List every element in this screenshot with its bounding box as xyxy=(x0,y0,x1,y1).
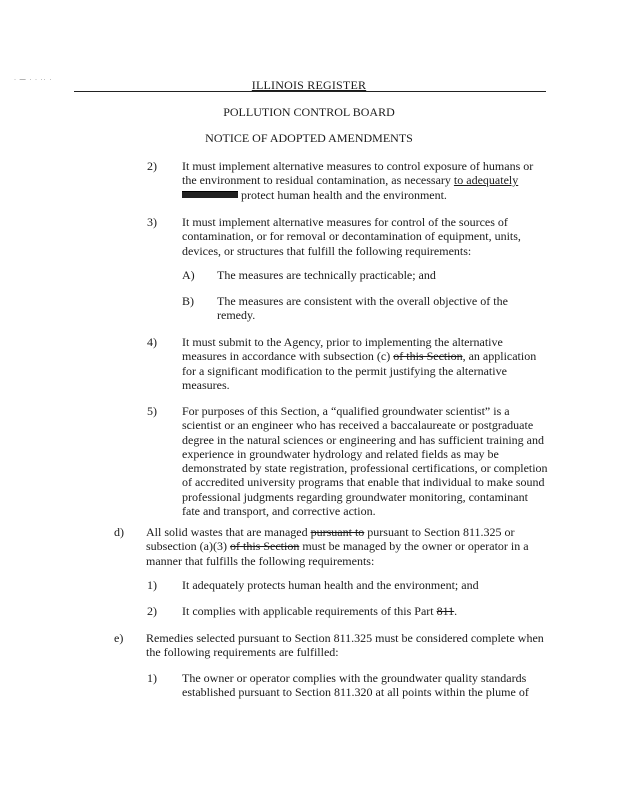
item-5-label: 5) xyxy=(147,404,157,418)
margin-mark: · — · · ·· · xyxy=(14,77,53,83)
subsection-e-text: Remedies selected pursuant to Section 811.325 must be considered complete when the following requirements are fulfilled: xyxy=(146,631,544,660)
subsection-d2-label: 2) xyxy=(147,604,157,618)
item-3b-label: B) xyxy=(182,294,194,308)
notice-title: NOTICE OF ADOPTED AMENDMENTS xyxy=(205,131,413,145)
subsection-d2-text xyxy=(182,604,548,618)
subsection-d-part2: pursuant to Section 811.325 or subsection (a)(3) xyxy=(146,525,515,554)
item-3b-text: The measures are consistent with the overall objective of the remedy. xyxy=(217,294,508,323)
subsection-d-part1: All solid wastes that are managed xyxy=(146,525,308,539)
item-4-label: 4) xyxy=(147,335,157,349)
subsection-d2-part1: It complies with applicable requirements of this Part xyxy=(182,604,434,618)
subsection-d-part3: must be managed by the owner or operator in a manner that fulfills the following requirements: xyxy=(146,539,529,568)
item-2-text-part: It must implement alternative measures to control exposure of humans or the environment to residual contamination, as necessary xyxy=(182,159,534,188)
register-title: ILLINOIS REGISTER xyxy=(251,78,367,92)
subsection-d-label: d) xyxy=(114,525,124,539)
subsection-d1-text: It adequately protects human health and the environment; and xyxy=(182,578,479,592)
inserted-text: to adequately xyxy=(453,173,519,188)
item-2-text-end: protect human health and the environment. xyxy=(241,187,447,202)
board-name: POLLUTION CONTROL BOARD xyxy=(223,105,395,119)
deleted-text: of this Section xyxy=(393,349,463,364)
deleted-word-scribble xyxy=(182,191,238,198)
deleted-text: 811 xyxy=(436,604,455,618)
subsection-d1-label: 1) xyxy=(147,578,157,592)
subsection-d2-end: . xyxy=(454,604,458,618)
item-3-label: 3) xyxy=(147,215,157,229)
subsection-d-text xyxy=(146,525,546,568)
subsection-e1-label: 1) xyxy=(147,671,157,685)
deleted-text: pursuant to xyxy=(310,525,365,539)
subsection-e1-text: The owner or operator complies with the groundwater quality standards established pursuant to Section 811.320 at all points within the plume of xyxy=(182,671,529,700)
deleted-text: of this Section xyxy=(229,539,300,554)
item-4-text-end: , an application for a significant modification to the permit justifying the alternative measures. xyxy=(182,349,537,392)
item-3a-text: The measures are technically practicable; and xyxy=(217,268,436,282)
item-2-label: 2) xyxy=(147,159,157,173)
item-5-text: For purposes of this Section, a “qualified groundwater scientist” is a scientist or an engineer who has received a baccalaureate or postgraduate degree in the natural sciences or engineering and has sufficient training and experience in groundwater hydrology and related fields as may be demonstrated by state registration, professional certifications, or completion of accredited university programs that enable that individual to make sound professional judgments regarding groundwater monitoring, contaminant fate and transport, and corrective action. xyxy=(182,404,548,519)
item-4-text xyxy=(182,335,548,392)
item-4-text-part: It must submit to the Agency, prior to implementing the alternative measures in accordance with subsection (c) xyxy=(182,335,503,364)
header-rule xyxy=(74,91,546,92)
item-3a-label: A) xyxy=(182,268,195,282)
item-3-text: It must implement alternative measures for control of the sources of contamination, or for removal or decontamination of equipment, units, devices, or structures that fulfill the following requirements: xyxy=(182,215,521,258)
subsection-e-label: e) xyxy=(114,631,124,645)
item-2-text xyxy=(182,159,548,202)
